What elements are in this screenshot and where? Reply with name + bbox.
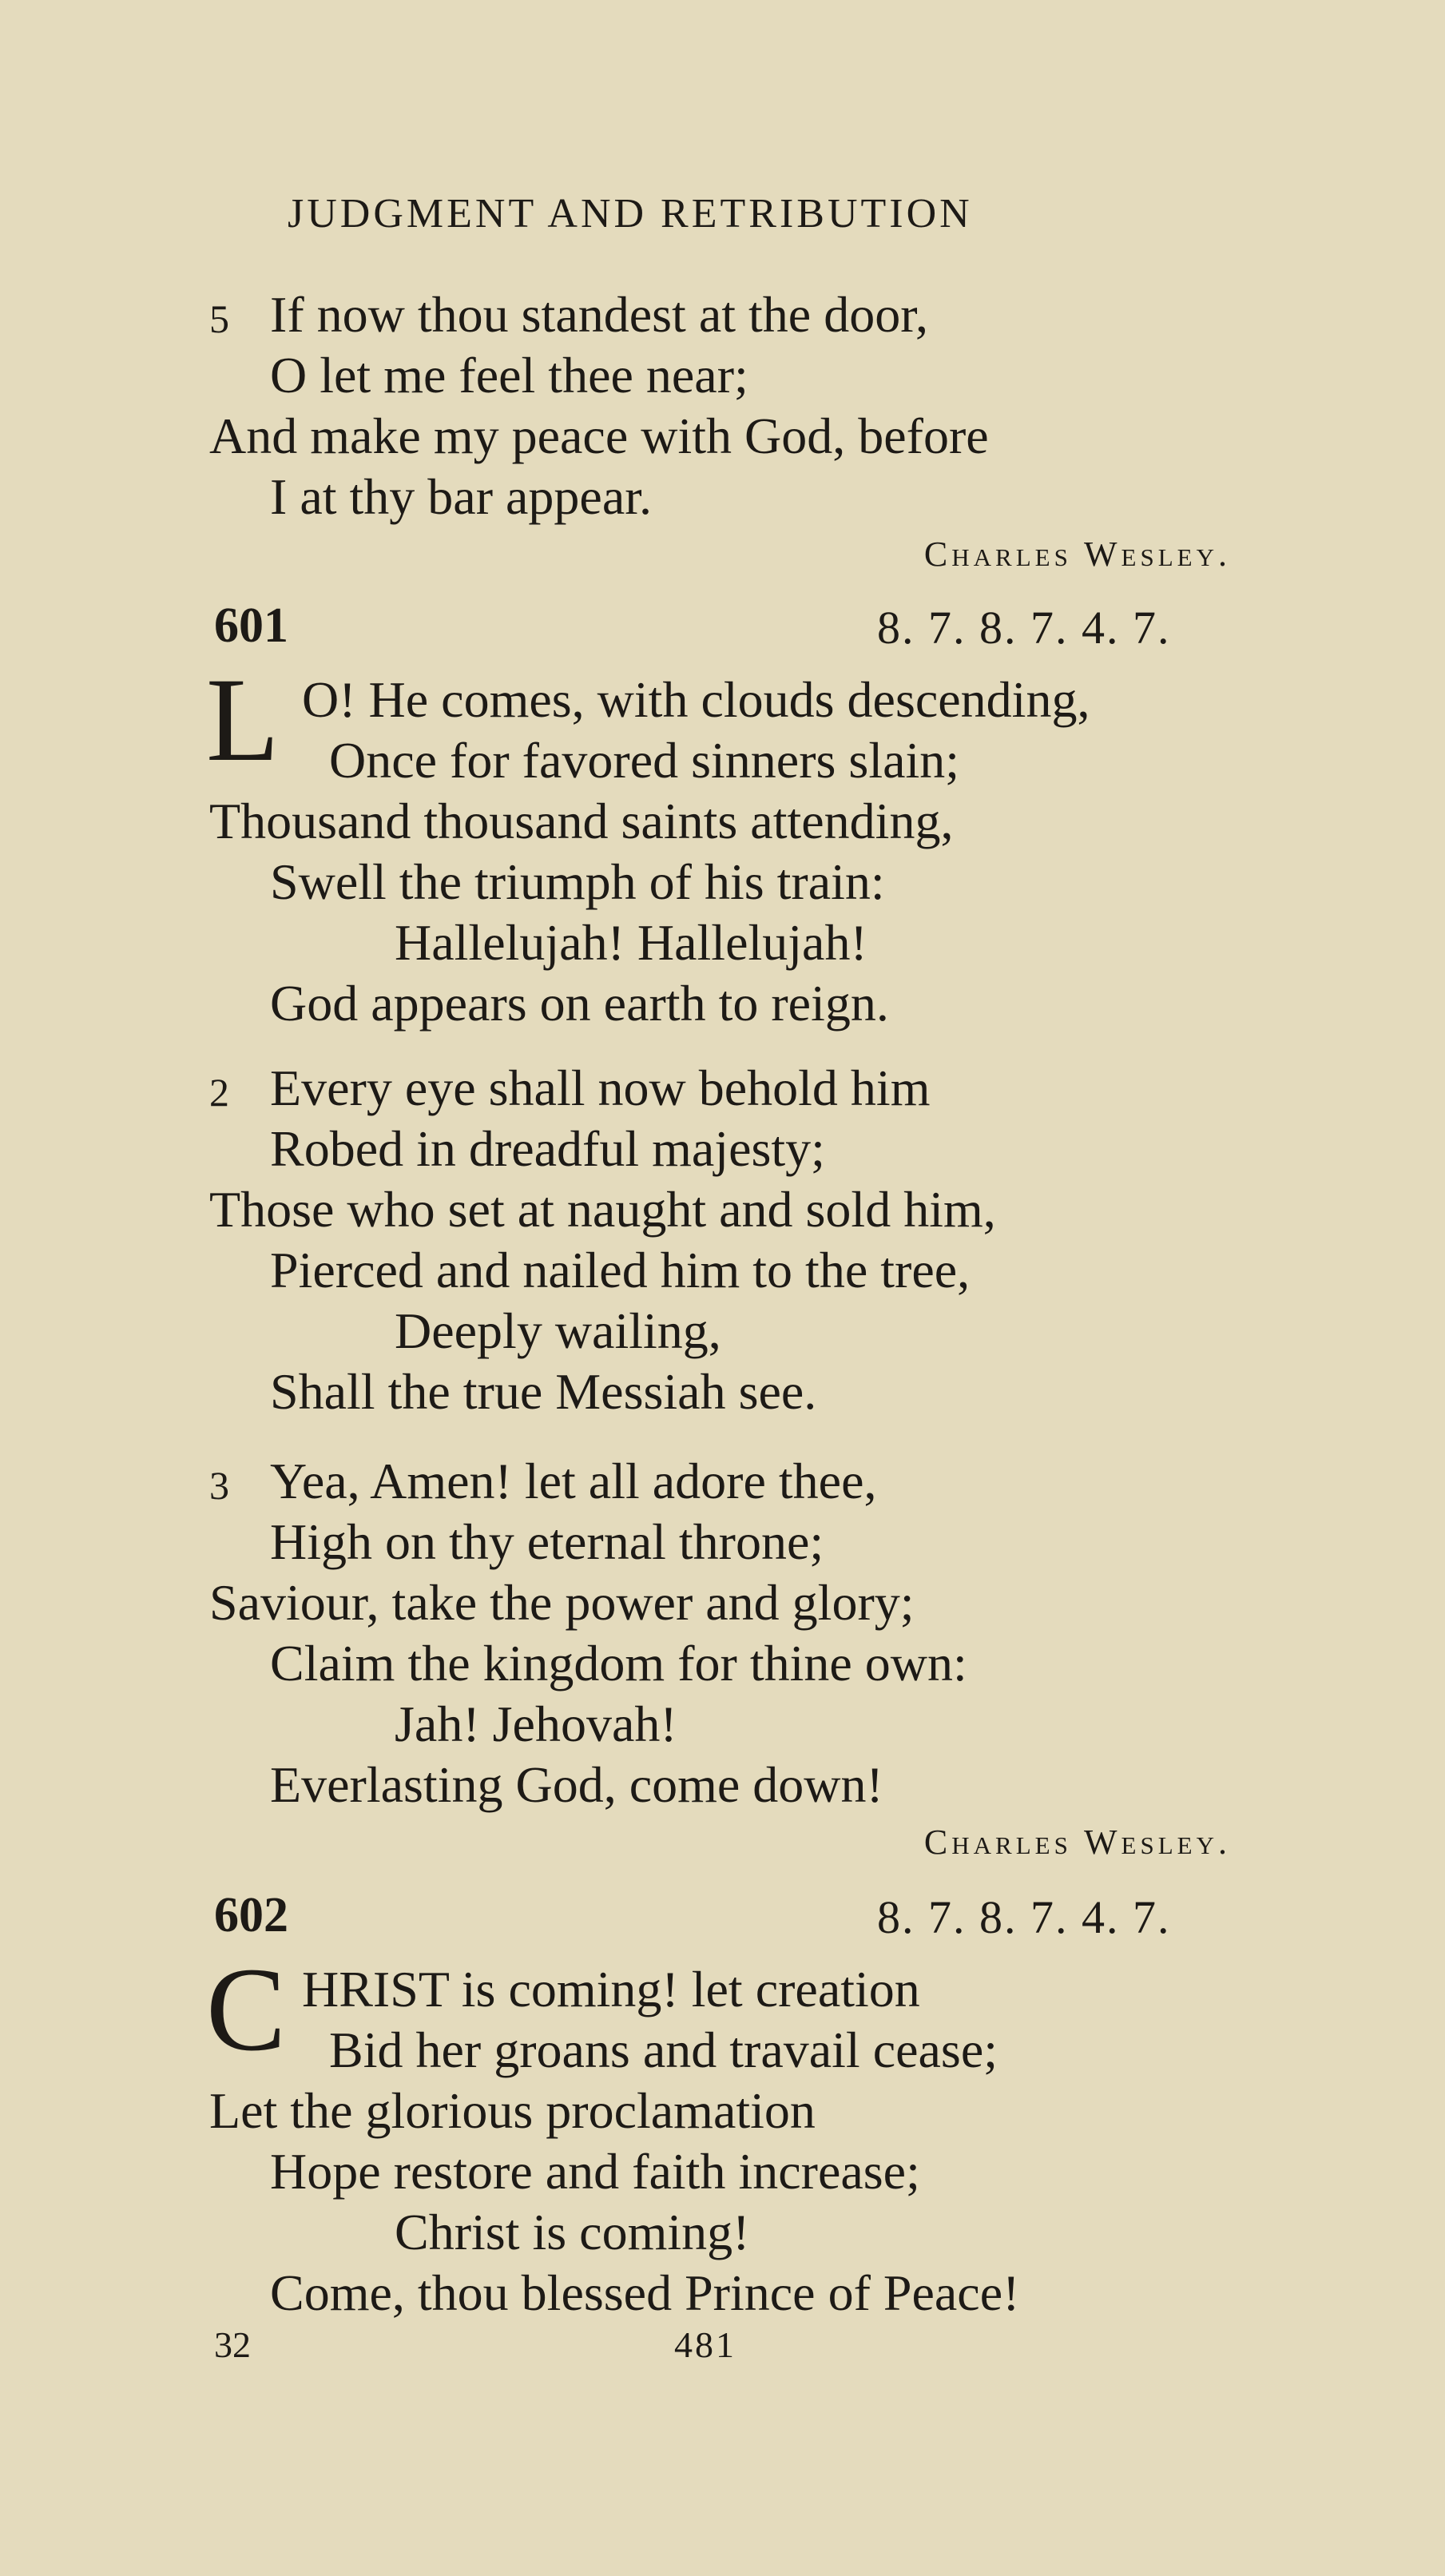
verse-line: Hallelujah! Hallelujah! bbox=[395, 914, 867, 971]
verse-line: Claim the kingdom for thine own: bbox=[270, 1635, 967, 1691]
author-credit: Charles Wesley. bbox=[923, 535, 1231, 574]
verse-line: Robed in dreadful majesty; bbox=[270, 1120, 825, 1177]
verse-line: And make my peace with God, before bbox=[209, 407, 989, 464]
verse-line: O let me feel thee near; bbox=[270, 347, 748, 403]
verse-line: High on thy eternal throne; bbox=[270, 1513, 824, 1570]
verse-line: Swell the triumph of his train: bbox=[270, 853, 885, 910]
verse-number: 2 bbox=[209, 1070, 229, 1115]
hymn-meter: 8. 7. 8. 7. 4. 7. bbox=[877, 1891, 1171, 1943]
verse-line: Bid her groans and travail cease; bbox=[329, 2021, 998, 2078]
verse-line: Every eye shall now behold him bbox=[270, 1059, 931, 1116]
verse-number: 3 bbox=[209, 1463, 229, 1508]
hymn-number: 601 bbox=[214, 598, 288, 653]
page-number: 481 bbox=[674, 2324, 736, 2365]
author-credit: Charles Wesley. bbox=[923, 1823, 1231, 1862]
verse-line: Thousand thousand saints attending, bbox=[209, 793, 954, 849]
verse-line: I at thy bar appear. bbox=[270, 468, 652, 525]
verse-line: God appears on earth to reign. bbox=[270, 975, 889, 1032]
verse-line: Everlasting God, come down! bbox=[270, 1756, 883, 1813]
verse-line: If now thou standest at the door, bbox=[270, 286, 928, 343]
verse-number: 5 bbox=[209, 296, 229, 341]
verse-line: Saviour, take the power and glory; bbox=[209, 1574, 915, 1631]
drop-cap: L bbox=[206, 654, 280, 786]
verse-line: Come, thou blessed Prince of Peace! bbox=[270, 2264, 1020, 2321]
verse-line: HRIST is coming! let creation bbox=[302, 1961, 920, 2017]
hymn-meter: 8. 7. 8. 7. 4. 7. bbox=[877, 602, 1171, 654]
verse-line: Shall the true Messiah see. bbox=[270, 1363, 817, 1420]
verse-line: Let the glorious proclamation bbox=[209, 2082, 816, 2139]
drop-cap: C bbox=[206, 1943, 287, 2076]
running-header: JUDGMENT AND RETRIBUTION bbox=[288, 191, 973, 237]
verse-line: Those who set at naught and sold him, bbox=[209, 1181, 996, 1238]
verse-line: Deeply wailing, bbox=[395, 1302, 721, 1359]
verse-line: Yea, Amen! let all adore thee, bbox=[270, 1453, 877, 1509]
verse-line: Jah! Jehovah! bbox=[395, 1695, 677, 1752]
verse-line: Christ is coming! bbox=[395, 2204, 750, 2260]
verse-line: O! He comes, with clouds descending, bbox=[302, 671, 1090, 728]
verse-line: Once for favored sinners slain; bbox=[329, 732, 960, 789]
verse-line: Hope restore and faith increase; bbox=[270, 2143, 920, 2200]
hymn-number: 602 bbox=[214, 1888, 288, 1942]
verse-line: Pierced and nailed him to the tree, bbox=[270, 1242, 971, 1298]
signature-mark: 32 bbox=[214, 2324, 251, 2365]
